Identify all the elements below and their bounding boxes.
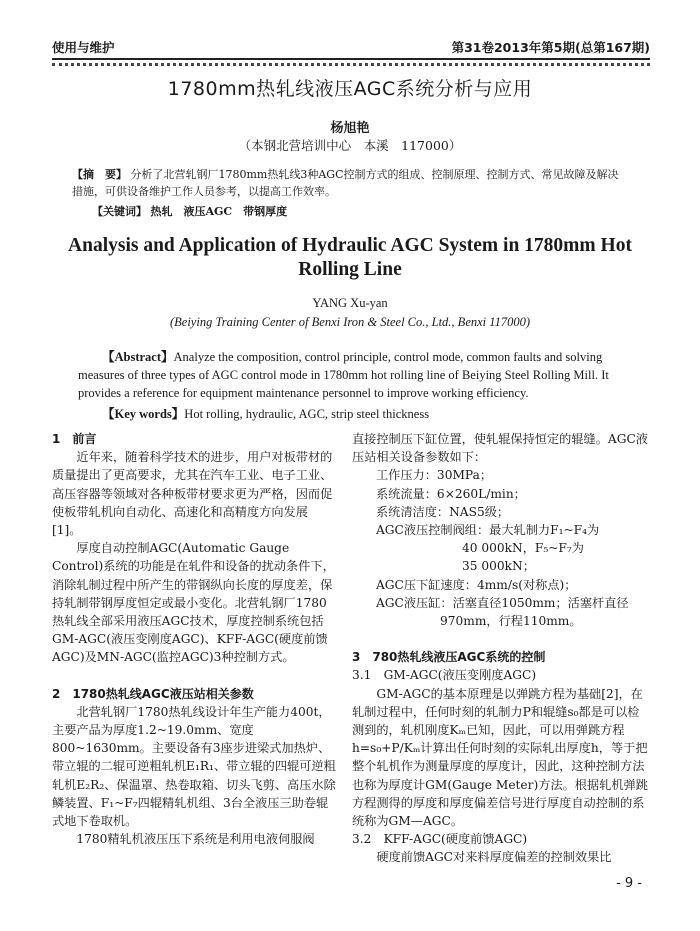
paragraph: 1780精轧机液压压下系统是利用电液伺服阀	[76, 832, 315, 847]
keywords-chinese	[92, 203, 620, 219]
keywords-chinese-text: 热轧 液压AGC 带钢厚度	[150, 205, 288, 218]
param-line: AGC压下缸速度：4mm/s(对称点)；	[376, 577, 577, 592]
affiliation-chinese: （本钢北营培训中心 本溪 117000）	[238, 138, 462, 153]
keywords-chinese-label: 【关键词】	[92, 205, 147, 218]
section-3-heading: 3 780热轧线液压AGC系统的控制	[352, 650, 546, 665]
keywords-english-text: Hot rolling, hydraulic, AGC, strip steel thickness	[184, 407, 430, 421]
abstract-english-text: Analyze the composition, control principle, control mode, common faults and solving measures of three types of AGC control mode in 1780mm hot rolling line of Beiying Steel Rolling Mill. It provides a reference for equipment maintenance personnel to improve working efficiency.	[78, 350, 609, 400]
left-column	[52, 430, 337, 848]
param-line: 40 000kN，F₅~F₇为	[462, 541, 584, 556]
paragraph: 近年来，随着科学技术的进步，用户对板带材的质量提出了更高要求，尤其在汽车工业、电子工业、高压容器等领域对各种板带材要求更为严格，因而促使板带轧机向自动化、高速化和高精度方向发展[1]。	[52, 450, 333, 538]
param-line: 系统流量：6×260L/min；	[376, 486, 526, 501]
paragraph: 厚度自动控制AGC(Automatic Gauge Control)系统的功能是在轧件和设备的扰动条件下，消除轧制过程中所产生的带钢纵向长度的厚度差，保持轧制带钢厚度恒定或最小变化。北营轧钢厂1780热轧线全部采用液压AGC技术，厚度控制系统包括GM-AGC(液压变刚度AGC)、KFF-AGC(硬度前馈AGC)及MN-AGC(监控AGC)3种控制方式。	[52, 541, 335, 665]
right-column	[352, 430, 648, 867]
running-header	[52, 38, 650, 56]
keywords-english	[102, 404, 620, 422]
title-english: Analysis and Application of Hydraulic AGC System in 1780mm Hot Rolling Line	[68, 235, 632, 280]
header-left: 使用与维护	[52, 40, 115, 55]
param-line: AGC液压缸：活塞直径1050mm；活塞杆直径	[376, 595, 629, 610]
param-line: 系统清洁度：NAS5级；	[376, 504, 510, 519]
header-dotted-rule	[52, 63, 650, 66]
paragraph: 直接控制压下缸位置，使轧辊保持恒定的辊缝。AGC液压站相关设备参数如下：	[352, 432, 648, 465]
affiliation-english: (Beiying Training Center of Benxi Iron & Steel Co., Ltd., Benxi 117000)	[169, 315, 531, 329]
page-number: - 9 -	[616, 876, 642, 891]
subsection-3-2-heading: 3.2 KFF-AGC(硬度前馈AGC)	[352, 832, 528, 847]
paragraph: GM-AGC的基本原理是以弹跳方程为基础[2]，在轧制过程中，任何时刻的轧制力P和辊缝s₀都是可以检测到的，轧机刚度Kₘ已知，因此，可以用弹跳方程h=s₀+P/Kₘ计算出任何时刻的实际轧出厚度h，等于把整个轧机作为测量厚度的厚度计，因此，这种控制方法也称为厚度计GM(Gauge Meter)方法。根据轧机弹跳方程测得的厚度和厚度偏差信号进行厚度自动控制的系统称为GM—AGC。	[352, 686, 648, 829]
author-chinese: 杨旭艳	[330, 121, 370, 136]
abstract-chinese	[72, 166, 620, 200]
paragraph: 北营轧钢厂1780热轧线设计年生产能力400t，主要产品为厚度1.2~19.0mm、宽度800~1630mm。主要设备有3座步进梁式加热炉、带立辊的二辊可逆粗轧机E₁R₁、带立辊的四辊可逆粗轧机E₂R₂、保温罩、热卷取箱、切头飞剪、高压水除鳞装置、F₁~F₇四辊精轧机组、3台全液压三助卷辊式地下卷取机。	[52, 704, 336, 829]
abstract-chinese-text: 分析了北营轧钢厂1780mm热轧线3种AGC控制方式的组成、控制原理、控制方式、常见故障及解决措施，可供设备维护工作人员参考，以提高工作效率。	[72, 168, 619, 198]
title-chinese: 1780mm热轧线液压AGC系统分析与应用	[167, 78, 533, 100]
abstract-english	[78, 348, 620, 402]
param-line: 工作压力：30MPa；	[376, 468, 493, 483]
param-line: 35 000kN；	[462, 559, 535, 574]
abstract-chinese-label: 【摘 要】	[72, 168, 127, 181]
header-rule	[52, 58, 650, 60]
header-right: 第31卷2013年第5期(总第167期)	[451, 40, 650, 55]
param-line: AGC液压控制阀组：最大轧制力F₁~F₄为	[376, 523, 600, 538]
author-english: YANG Xu-yan	[312, 296, 388, 310]
paragraph: 硬度前馈AGC对来料厚度偏差的控制效果比	[376, 850, 612, 865]
param-line: 970mm，行程110mm。	[440, 614, 582, 629]
keywords-english-label: 【Key words】	[102, 407, 185, 421]
section-2-heading: 2 1780热轧线AGC液压站相关参数	[52, 686, 254, 701]
subsection-3-1-heading: 3.1 GM-AGC(液压变刚度AGC)	[352, 668, 537, 683]
abstract-english-label: 【Abstract】	[102, 350, 174, 364]
section-1-heading: 1 前言	[52, 432, 97, 446]
